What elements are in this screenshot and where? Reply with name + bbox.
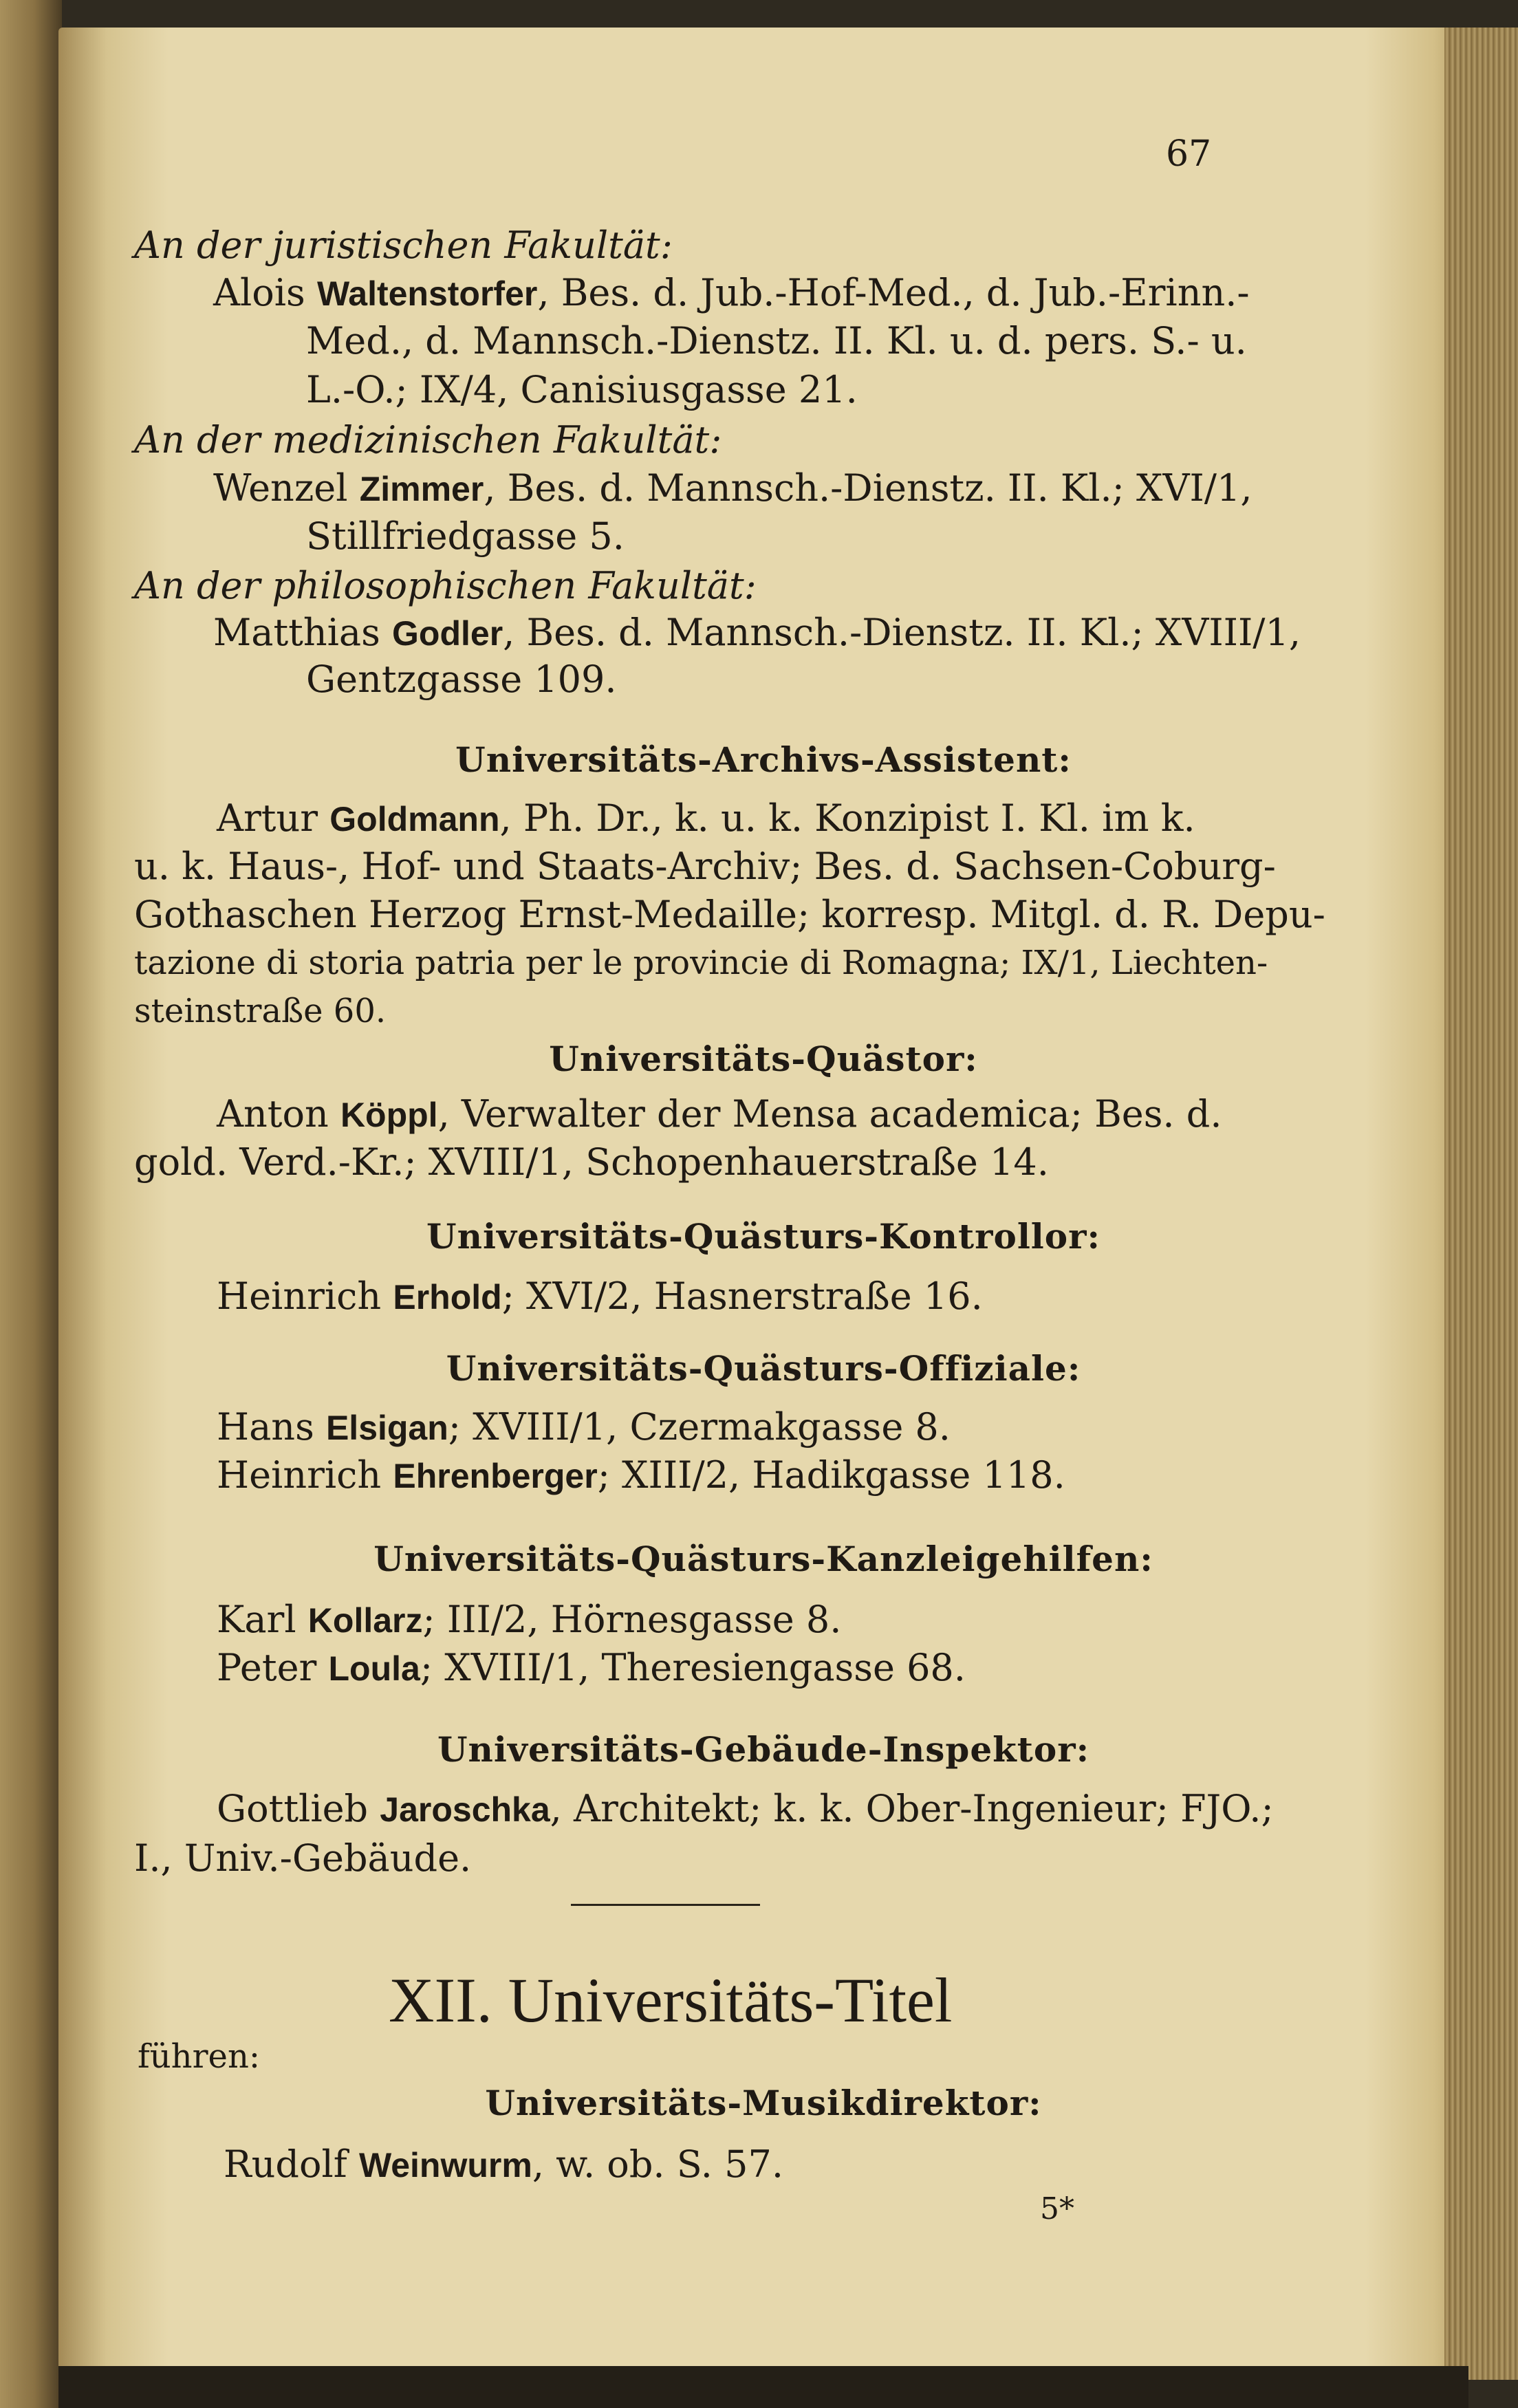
section-heading-medical: An der medizinischen Fakultät: xyxy=(134,418,722,462)
entry-goldmann-line2: u. k. Haus-, Hof- und Staats-Archiv; Bes. d. Sachsen-Coburg- xyxy=(134,845,1276,888)
section-heading-officials: Universitäts-Quästurs-Offiziale: xyxy=(446,1348,1081,1389)
entry-kollarz xyxy=(217,1599,841,1641)
entry-waltenstorfer-line3: L.-O.; IX/4, Canisiusgasse 21. xyxy=(306,368,858,411)
surname: Erhold xyxy=(393,1278,502,1316)
section-heading-controller: Universitäts-Quästurs-Kontrollor: xyxy=(426,1216,1100,1257)
entry-godler-line2: Gentzgasse 109. xyxy=(306,658,617,701)
entry-text: , Bes. d. Jub.-Hof-Med., d. Jub.-Erinn.- xyxy=(537,271,1250,314)
surname: Waltenstorfer xyxy=(316,274,538,313)
first-name: Anton xyxy=(217,1092,340,1136)
entry-text: ; III/2, Hörnesgasse 8. xyxy=(422,1598,842,1641)
section-heading-building-inspector: Universitäts-Gebäude-Inspektor: xyxy=(437,1729,1090,1770)
entry-text: , Bes. d. Mannsch.-Dienstz. II. Kl.; XVIII/1, xyxy=(503,611,1301,654)
surname: Loula xyxy=(328,1649,420,1688)
page-number: 67 xyxy=(1166,133,1212,175)
surname: Ehrenberger xyxy=(393,1457,598,1495)
surname: Jaroschka xyxy=(380,1790,550,1829)
entry-text: , Architekt; k. k. Ober-Ingenieur; FJO.; xyxy=(550,1787,1274,1830)
entry-godler-line1 xyxy=(213,612,1301,654)
entry-zimmer-line2: Stillfriedgasse 5. xyxy=(306,514,625,558)
first-name: Matthias xyxy=(213,611,393,654)
surname: Zimmer xyxy=(359,470,484,508)
section-heading-philosophical: An der philosophischen Fakultät: xyxy=(134,564,757,607)
entry-jaroschka-line1 xyxy=(217,1788,1274,1830)
entry-elsigan xyxy=(217,1407,951,1449)
entry-erhold xyxy=(217,1276,983,1318)
first-name: Heinrich xyxy=(217,1274,393,1318)
section-divider-rule xyxy=(571,1904,760,1906)
entry-text: , Ph. Dr., k. u. k. Konzipist I. Kl. im k. xyxy=(499,796,1195,840)
section-heading-archive-assistant: Universitäts-Archivs-Assistent: xyxy=(455,739,1072,780)
entry-goldmann-line3: Gothaschen Herzog Ernst-Medaille; korresp. Mitgl. d. R. Depu- xyxy=(134,893,1325,936)
first-name: Gottlieb xyxy=(217,1787,380,1830)
chapter-lead-text: führen: xyxy=(138,2037,261,2076)
first-name: Artur xyxy=(217,796,330,840)
surname: Elsigan xyxy=(325,1409,448,1447)
section-heading-quaestor: Universitäts-Quästor: xyxy=(549,1039,978,1079)
entry-text: , Bes. d. Mannsch.-Dienstz. II. Kl.; XVI/1, xyxy=(484,466,1253,510)
page-stack-edge xyxy=(1444,28,1518,2380)
entry-text: ; XVI/2, Hasnerstraße 16. xyxy=(501,1274,983,1318)
surname: Goldmann xyxy=(329,800,500,838)
entry-waltenstorfer-line2: Med., d. Mannsch.-Dienstz. II. Kl. u. d. pers. S.- u. xyxy=(306,319,1247,362)
entry-koeppl-line1 xyxy=(217,1094,1222,1136)
first-name: Peter xyxy=(217,1646,329,1689)
first-name: Wenzel xyxy=(213,466,360,510)
surname: Godler xyxy=(392,614,503,653)
surname: Kollarz xyxy=(307,1601,423,1640)
entry-zimmer-line1 xyxy=(213,468,1253,510)
section-heading-chancery-assistants: Universitäts-Quästurs-Kanzleigehilfen: xyxy=(373,1539,1153,1579)
first-name: Rudolf xyxy=(224,2143,359,2186)
entry-text: ; XVIII/1, Czermakgasse 8. xyxy=(448,1405,951,1449)
entry-goldmann-line5: steinstraße 60. xyxy=(134,992,387,1030)
section-heading-juristic: An der juristischen Fakultät: xyxy=(134,224,673,267)
entry-koeppl-line2: gold. Verd.-Kr.; XVIII/1, Schopenhauerstraße 14. xyxy=(134,1140,1049,1184)
entry-loula xyxy=(217,1647,966,1689)
first-name: Karl xyxy=(217,1598,308,1641)
entry-weinwurm xyxy=(224,2144,783,2186)
entry-text: , w. ob. S. 57. xyxy=(532,2143,783,2186)
chapter-title: XII. Universitäts-Titel xyxy=(389,1965,953,2035)
first-name: Heinrich xyxy=(217,1453,393,1497)
entry-goldmann-line1 xyxy=(217,798,1195,840)
surname: Weinwurm xyxy=(358,2146,532,2184)
section-heading-music-director: Universitäts-Musikdirektor: xyxy=(485,2083,1042,2123)
entry-goldmann-line4: tazione di storia patria per le provincie di Romagna; IX/1, Liechten- xyxy=(134,944,1268,982)
scan-bottom-margin xyxy=(58,2366,1468,2408)
entry-text: , Verwalter der Mensa academica; Bes. d. xyxy=(437,1092,1222,1136)
first-name: Hans xyxy=(217,1405,326,1449)
entry-jaroschka-line2: I., Univ.-Gebäude. xyxy=(134,1836,472,1880)
first-name: Alois xyxy=(213,271,317,314)
previous-page-edge xyxy=(0,0,62,2408)
entry-waltenstorfer-line1 xyxy=(213,272,1250,314)
entry-ehrenberger xyxy=(217,1455,1065,1497)
surname: Köppl xyxy=(340,1096,438,1134)
entry-text: ; XVIII/1, Theresiengasse 68. xyxy=(420,1646,966,1689)
signature-mark: 5* xyxy=(1040,2191,1074,2226)
entry-text: ; XIII/2, Hadikgasse 118. xyxy=(597,1453,1065,1497)
